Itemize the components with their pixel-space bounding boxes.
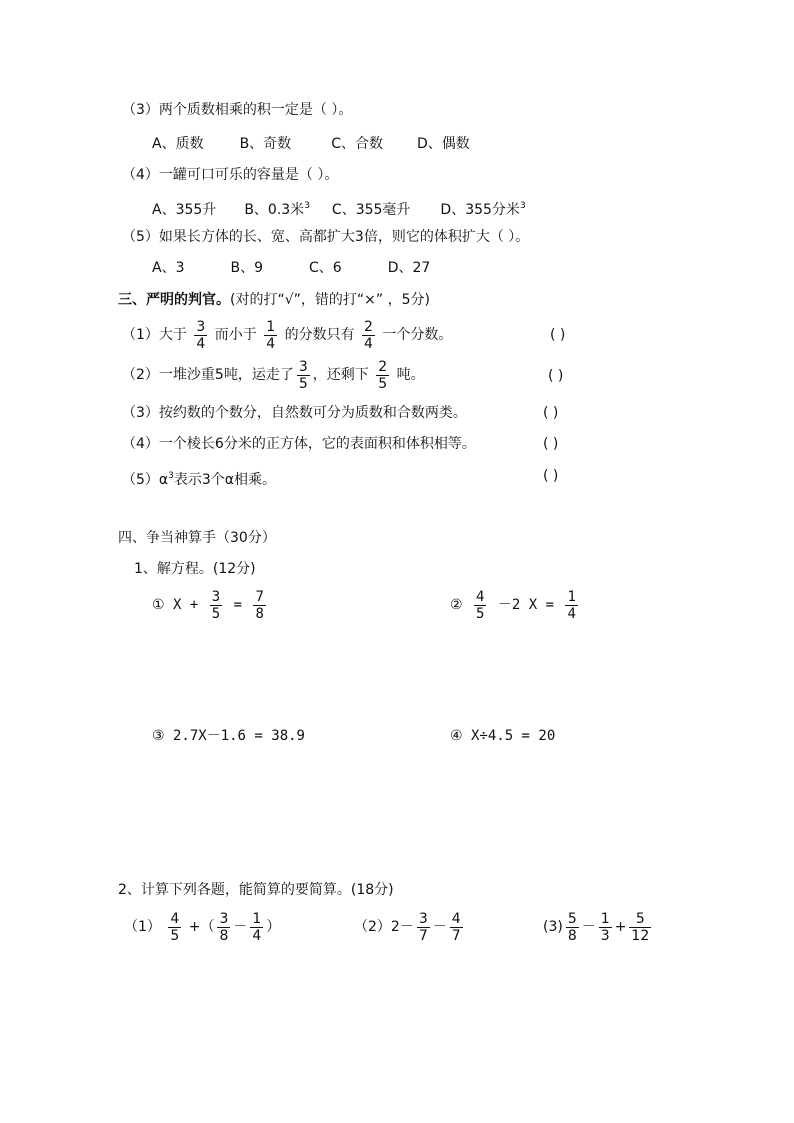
answer-blank-5[interactable]: ( ) <box>543 468 559 484</box>
equation-2-number: ② <box>450 597 463 613</box>
calc-1-op: +（ <box>188 919 215 935</box>
judge-2-text-c: 吨。 <box>396 367 425 383</box>
fraction: $\frac{3}{5}$ <box>211 588 221 622</box>
option-b: B、0.3米 <box>244 202 305 218</box>
option-d: D、27 <box>387 260 431 276</box>
fraction: $\frac{1}{4}$ <box>266 318 276 352</box>
calc-2 <box>354 908 466 946</box>
sub-1-title: 1、解方程。(12分) <box>134 561 256 577</box>
fraction: $\frac{3}{4}$ <box>196 318 206 352</box>
option-d: D、355分米 <box>440 202 520 218</box>
option-b: B、9 <box>230 260 263 276</box>
fraction: $\frac{4}{5}$ <box>170 910 180 944</box>
cube-superscript: 3 <box>168 471 174 481</box>
equals-sign: = <box>233 597 243 613</box>
fraction: $\frac{1}{4}$ <box>252 910 262 944</box>
answer-blank-4[interactable]: ( ) <box>543 436 559 452</box>
options-2-4 <box>152 196 526 220</box>
question-2-3: （3）两个质数相乘的积一定是（ ）。 <box>122 102 353 118</box>
fraction: $\frac{2}{5}$ <box>378 358 388 392</box>
judge-5 <box>122 466 276 490</box>
equation-3: ③ 2.7X－1.6 = 38.9 <box>152 728 305 744</box>
judge-3: （3）按约数的个数分，自然数可分为质数和合数两类。 <box>122 405 467 421</box>
option-c: C、6 <box>309 260 342 276</box>
judge-5-text-a: （5）α <box>122 472 169 488</box>
section-3-title: 三、严明的判官。 <box>118 292 230 308</box>
question-2-4: （4）一罐可口可乐的容量是（ ）。 <box>122 167 339 183</box>
answer-blank-1[interactable]: ( ) <box>550 327 566 343</box>
answer-blank-2[interactable]: ( ) <box>548 368 564 384</box>
minus-sign: － <box>581 919 596 935</box>
sub-2-title: 2、计算下列各题，能简算的要简算。(18分) <box>118 882 394 898</box>
judge-2 <box>122 358 425 392</box>
equation-2 <box>450 587 581 623</box>
judge-1-text-a: （1）大于 <box>122 327 187 343</box>
question-2-5: （5）如果长方体的长、宽、高都扩大3倍，则它的体积扩大（ ）。 <box>122 229 530 245</box>
fraction: $\frac{4}{7}$ <box>451 910 461 944</box>
cube-superscript: 3 <box>519 201 526 211</box>
fraction: $\frac{7}{8}$ <box>255 588 264 622</box>
equation-2-text: －2 X = <box>497 597 555 613</box>
equation-1-text: ① X + <box>152 597 199 613</box>
fraction: $\frac{3}{5}$ <box>298 358 308 392</box>
calc-3 <box>543 908 654 946</box>
judge-2-text-a: （2）一堆沙重5吨，运走了 <box>122 367 294 383</box>
equation-1 <box>152 587 269 623</box>
section-3-heading <box>118 290 430 310</box>
judge-1-text-d: 一个分数。 <box>382 327 453 343</box>
minus-sign: － <box>432 919 447 935</box>
section-3-note: (对的打“√”，错的打“×” ，5分) <box>230 292 430 308</box>
option-a: A、质数 <box>152 136 204 152</box>
calc-1-label: （1） <box>124 919 161 935</box>
minus-sign: － <box>233 919 248 935</box>
cube-superscript: 3 <box>304 201 310 211</box>
judge-1-text-b: 而小于 <box>214 327 257 343</box>
section-4-title: 四、争当神算手（30分） <box>118 530 276 546</box>
calc-2-label: （2）2－ <box>354 919 414 935</box>
option-b: B、奇数 <box>239 136 292 152</box>
option-a: A、355升 <box>152 202 217 218</box>
fraction: $\frac{2}{4}$ <box>364 318 373 352</box>
calc-1 <box>124 908 280 946</box>
options-2-3 <box>152 134 470 154</box>
plus-sign: + <box>614 919 627 935</box>
option-a: A、3 <box>152 260 185 276</box>
fraction: $\frac{5}{8}$ <box>567 910 577 944</box>
judge-1-text-c: 的分数只有 <box>284 327 355 343</box>
option-c: C、355毫升 <box>331 202 411 218</box>
close-paren: ） <box>266 919 281 935</box>
fraction: $\frac{5}{12}$ <box>631 910 650 944</box>
judge-5-text-b: 表示3个α相乘。 <box>173 472 277 488</box>
judge-2-text-b: ，还剩下 <box>312 367 369 383</box>
equation-4: ④ X÷4.5 = 20 <box>450 728 556 744</box>
fraction: $\frac{1}{3}$ <box>600 910 610 944</box>
judge-4: （4）一个棱长6分米的正方体，它的表面积和体积相等。 <box>122 436 476 452</box>
option-c: C、合数 <box>331 136 383 152</box>
fraction: $\frac{3}{7}$ <box>418 910 428 944</box>
fraction: $\frac{3}{8}$ <box>219 910 229 944</box>
judge-1 <box>122 318 452 352</box>
calc-3-label: (3) <box>543 919 563 935</box>
options-2-5 <box>152 258 430 278</box>
fraction: $\frac{1}{4}$ <box>567 588 576 622</box>
fraction: $\frac{4}{5}$ <box>476 588 485 622</box>
option-d: D、偶数 <box>416 136 470 152</box>
answer-blank-3[interactable]: ( ) <box>543 405 559 421</box>
